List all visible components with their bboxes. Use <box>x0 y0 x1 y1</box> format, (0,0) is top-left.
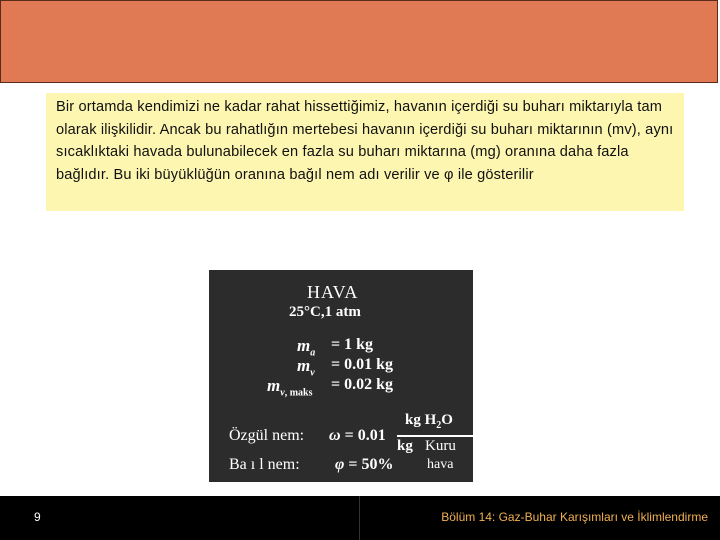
title-banner <box>0 0 718 83</box>
specific-humidity-label: Özgül nem: <box>229 427 305 444</box>
ma-value: = 1 kg <box>331 336 374 353</box>
unit-denominator-line2: hava <box>427 457 454 472</box>
mv-value: = 0.01 kg <box>331 356 394 373</box>
unit-numerator: kg $H_2O$ <box>405 412 453 431</box>
figure-conditions: 25°C,1 atm <box>289 304 361 320</box>
phi-value: φ = 50% <box>335 456 394 473</box>
mvmax-value: = 0.02 kg <box>331 376 394 393</box>
definition-text: Bir ortamda kendimizi ne kadar rahat hissettiğimiz, havanın içerdiği su buharı miktarıyla tam olarak ilişkilidir. Ancak bu rahatlığın mertebesi havanın içerdiği su buharı miktarının (mv), aynı sıcaklıktaki havada bulunabilecek en fazla su buharı miktarına (mg) oranına daha fazla bağlıdır. Bu iki büyüklüğün oranına bağıl nem adı verilir ve φ ile gösterilir <box>46 93 684 211</box>
footer-bar <box>0 496 720 540</box>
page-number: 9 <box>34 510 41 524</box>
figure-title: HAVA <box>307 282 359 302</box>
air-properties-figure <box>209 270 473 482</box>
omega-value: ω = 0.01 <box>329 427 386 444</box>
relative-humidity-label: Ba ı l nem: <box>229 456 300 473</box>
unit-denominator-kg: kg <box>397 438 413 454</box>
footer-left-panel <box>0 496 360 540</box>
unit-denominator-line1: Kuru <box>425 438 456 454</box>
fraction-bar <box>397 435 473 437</box>
footer-title: Bölüm 14: Gaz-Buhar Karışımları ve İklimlendirme <box>441 510 708 524</box>
mvmax-symbol: $m_{v, maks}$ <box>267 376 313 399</box>
mv-symbol: $m_v$ <box>297 356 315 379</box>
ma-symbol: $m_a$ <box>297 336 316 359</box>
